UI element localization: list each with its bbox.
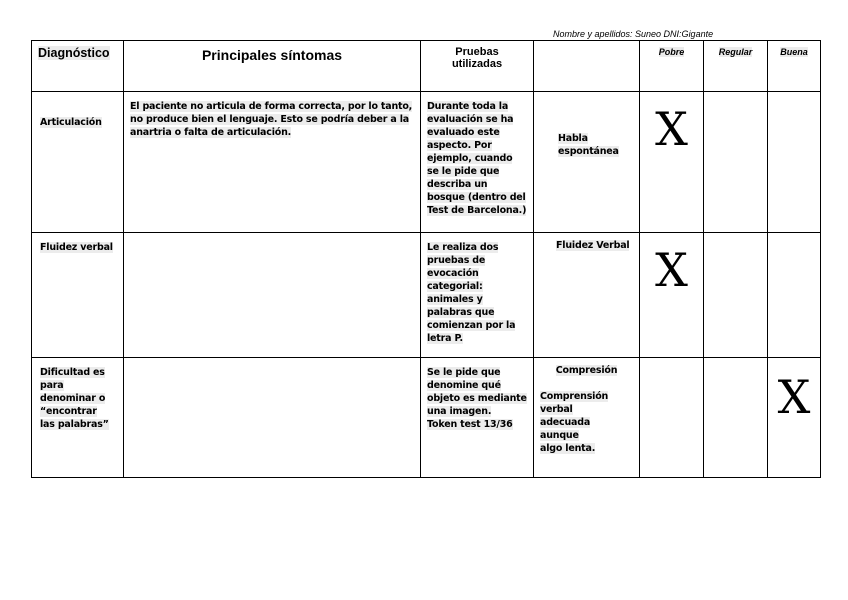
- rating-pobre-cell: X: [640, 233, 704, 358]
- col-header-diagnostico: Diagnóstico: [32, 41, 124, 92]
- name-dni-header: Nombre y apellidos: Suneo DNI:Gigante: [553, 29, 714, 39]
- diagnostico-cell: Dificultad es para denominar o “encontrar las palabras”: [32, 358, 124, 478]
- prueba-nombre-cell: Fluidez Verbal: [534, 233, 640, 358]
- pruebas-cell: Le realiza dos pruebas de evocación categorial: animales y palabras que comienzan por la letra P.: [421, 233, 534, 358]
- col-header-sintomas: Principales síntomas: [124, 41, 421, 92]
- pruebas-cell: Se le pide que denomine qué objeto es mediante una imagen. Token test 13/36: [421, 358, 534, 478]
- col-header-blank: [534, 41, 640, 92]
- rating-regular-cell: [704, 233, 768, 358]
- pruebas-cell: Durante toda la evaluación se ha evaluado este aspecto. Por ejemplo, cuando se le pide que describa un bosque (dentro del Test de Barcelona.): [421, 92, 534, 233]
- col-header-buena: Buena: [768, 41, 821, 92]
- table-row: [32, 358, 821, 478]
- rating-regular-cell: [704, 358, 768, 478]
- prueba-nombre-cell: Habla espontánea: [534, 92, 640, 233]
- sintomas-cell: El paciente no articula de forma correcta, por lo tanto, no produce bien el lenguaje. Esto se podría deber a la anartria o falta de articulación.: [124, 92, 421, 233]
- rating-pobre-cell: [640, 358, 704, 478]
- diagnostico-cell: Articulación: [32, 92, 124, 233]
- rating-buena-cell: X: [768, 358, 821, 478]
- sintomas-cell: [124, 358, 421, 478]
- diagnostico-cell: Fluidez verbal: [32, 233, 124, 358]
- rating-regular-cell: [704, 92, 768, 233]
- table-row: [32, 233, 821, 358]
- sintomas-cell: [124, 233, 421, 358]
- prueba-nombre-cell: Compresión Comprensión verbal adecuada aunque algo lenta.: [534, 358, 640, 478]
- col-header-regular: Regular: [704, 41, 768, 92]
- rating-buena-cell: [768, 233, 821, 358]
- table-row: [32, 92, 821, 233]
- col-header-pobre: Pobre: [640, 41, 704, 92]
- rating-pobre-cell: X: [640, 92, 704, 233]
- table-header-row: [32, 41, 821, 92]
- rating-buena-cell: [768, 92, 821, 233]
- evaluation-table: [31, 40, 821, 478]
- col-header-pruebas: Pruebas utilizadas: [421, 41, 534, 92]
